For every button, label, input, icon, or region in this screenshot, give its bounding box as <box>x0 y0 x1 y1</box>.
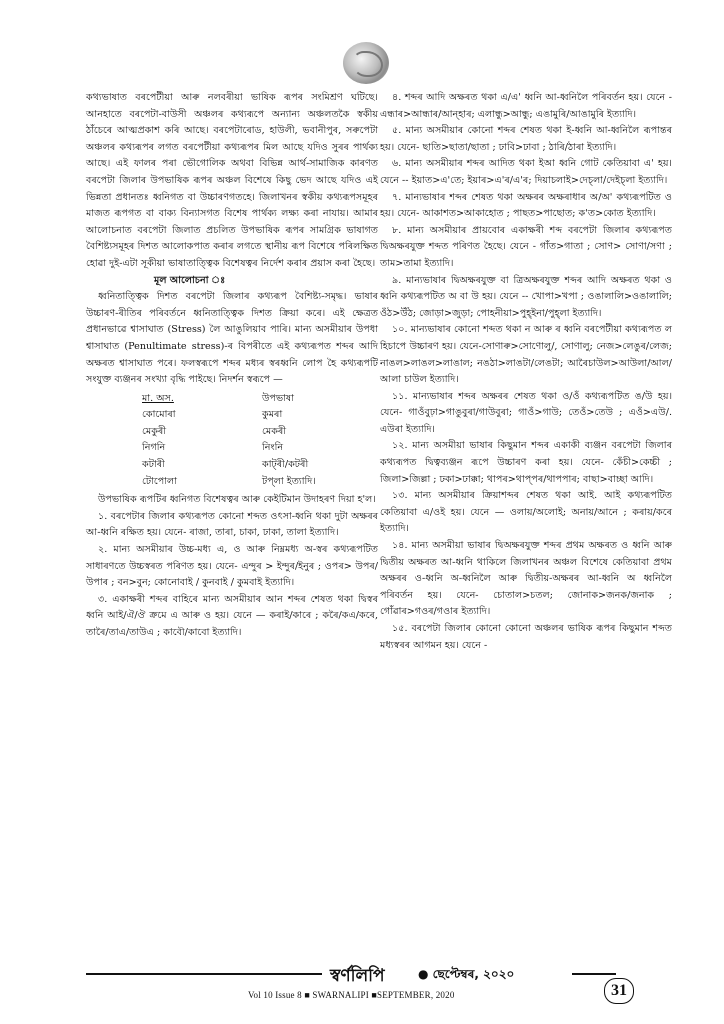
list-item: ৩. একাক্ষৰী শব্দৰ বাহিৰে মান্য অসমীয়াৰ আন শব্দৰ শেষত থকা দ্বিস্বৰ ধ্বনি আই/ঐ/ঔ ক্ৰমে এ আৰু ও হয়। যেনে — কৰাই/কাৰে ; কৰৈ/কএ/কৰে, তাৰৈ/তাএ/তাউএ ; কাবৌ/কাবো ইত্যাদি। <box>86 593 378 638</box>
table-header-row <box>86 391 336 408</box>
issue-line: Vol 10 Issue 8 ■ SWARNALIPI ■SEPTEMBER, 2020 <box>248 990 455 1000</box>
page-footer <box>86 963 674 985</box>
table-cell: কুমৰা <box>262 409 283 421</box>
table-cell: টোপোলা <box>142 475 177 487</box>
paragraph-after-table: উপভাষিক ৰূপটিৰ ধ্বনিগত বিশেষত্বৰ আৰু কেইটিমান উদাহৰণ দিয়া হ'ল। <box>98 494 376 506</box>
list-item: ১৩. মান্য অসমীয়াৰ ক্ৰিয়াশব্দৰ শেষত থকা আই. আই কথ্যৰূপটিত কেতিয়াবা এ/ওই হয়। যেনে — ওলায়/অলোই; অনায়/আনে ; কৰায়/কৰে ইত্যাদি। <box>380 490 672 535</box>
list-item: ১০. মান্যভাষাৰ কোনো শব্দত থকা ন আৰু ৰ ধ্বনি বৰপেটীয়া কথ্যৰূপত ল হিচাপে উচ্চাৰণ হয়। যেনে-সোণাৰু>সোণোলু/, সোণালু; নেজ>লেঙুৰ/লেজ; নাঙল>লাঙল>লাঙাল; নঙঠা>লাঙটা/লেঙটা; আৰৈচাউল>আউলা/আল/আলা চাউল ইত্যাদি। <box>380 324 672 386</box>
list-item: ১৪. মান্য অসমীয়া ভাষাৰ দ্বিঅক্ষৰযুক্ত শব্দৰ প্ৰথম অক্ষৰত ও ধ্বনি আৰু দ্বিতীয় অক্ষৰত আ-ধ্বনি থাকিলে জিলাখনৰ অঞ্চল বিশেষে কেতিয়াবা প্ৰথম অক্ষৰৰ ও-ধ্বনি অ-ধ্বনিলৈ আৰু দ্বিতীয়-অক্ষৰৰ আ-ধ্বনি অ ধ্বনিলৈ পৰিবৰ্তন হয়। যেনে- চোতাল>চতল; জোনাক>জনক/জনাক ; গোঁৱাৰ>গওৰ/গওাৰ ইত্যাদি। <box>380 540 672 618</box>
issue-month: ● ছেপ্টেম্বৰ, ২০২০ <box>418 967 515 981</box>
table-cell: মেকুৰী <box>142 425 167 437</box>
table-row <box>86 407 336 424</box>
list-item: ৬. মান্য অসমীয়াৰ শব্দৰ আদিত থকা ইআ ধ্বনি গোট কেতিয়াবা এ' হয়। যেনে -- ইয়াত>এ'তে; ইয়াৰ>এ'ৰ/এ'ৰ; দিয়াচলাই>দেচ্‌লা/দেইচ্‌লা ইত্যাদি। <box>380 158 672 186</box>
table-header-dialect: উপভাষা <box>262 392 294 404</box>
list-item: ৮. মান্য অসমীয়াৰ প্ৰায়বোৰ একাক্ষৰী শব্দ বৰপেটা জিলাৰ কথ্যৰূপত দ্বিঅক্ষৰযুক্ত শব্দত পৰিণত হৈছে। যেনে - গাঁত>গাতা ; সোণ> সোণা/সণা ; তাম>তামা ইত্যাদি। <box>380 224 672 269</box>
list-item: ১২. মান্য অসমীয়া ভাষাৰ কিছুমান শব্দৰ একাকী ব্যঞ্জন বৰপেটা জিলাৰ কথ্যৰূপত দ্বিত্বব্যঞ্জন ৰূপে উচ্চাৰণ কৰা হয়। যেনে- কেঁচী>কেচ্চী ; জিলা>জিল্লা ; ঢকা>ঢাক্কা; থাপৰ>থাপ্‌পৰ/থাপপাৰ; বাছা>বাচ্ছা আদি। <box>380 440 672 485</box>
right-column <box>380 90 672 654</box>
list-item: ২. মান্য অসমীয়াৰ উচ্চ-মধ্য এ, ও আৰু নিম্নমধ্য অ-স্বৰ কথ্যৰূপটিত সাধাৰণতে উচ্চস্বৰত পৰিণত হয়। যেনে- এন্দুৰ > ইন্দুৰ/ইনুৰ ; ওপৰ> উপৰ/উপাৰ ; বন>বুন; কোনোবাই / কুনবাই / কুমবাই ইত্যাদি। <box>86 544 378 589</box>
section-heading: মূল আলোচনা ঃ <box>154 274 226 286</box>
table-row <box>86 474 336 491</box>
table-cell: মেকৰী <box>262 425 287 437</box>
table-cell: নিগনি <box>142 442 166 454</box>
table-cell: কটাৰী <box>142 459 165 471</box>
footer-rule-left <box>86 973 322 975</box>
table-row <box>86 424 336 441</box>
list-item: ১৫. বৰপেটা জিলাৰ কোনো কোনো অঞ্চলৰ ভাষিক ৰূপৰ কিছুমান শব্দত মধ্যস্বৰৰ আগমন হয়। যেনে - <box>380 623 672 651</box>
footer-rule-right <box>572 973 616 975</box>
table-cell: কোমোৰা <box>142 409 176 421</box>
intro-paragraph: কথ্যভাষাত বৰপেটীয়া আৰু নলবৰীয়া ভাষিক ৰূপৰ সংমিশ্ৰণ ঘটিছে। আনহাতে বৰপেটা-বাউসী অঞ্চলৰ কথ্যৰূপে অন্যান্য অঞ্চলতকৈ স্বকীয় ঠাঁচেৰে আত্মপ্ৰকাশ কৰি আছে। বৰপেটাৰোড, হাউলী, ভবানীপুৰ, সৰুপেটা অঞ্চলৰ কথ্যৰূপৰ লগত বৰপেটীয়া কথ্যৰূপৰ মিল আছে যদিও সুৰৰ পাৰ্থক্য আছে। এই ফালৰ পৰা ভৌগোলিক অথবা বিভিন্ন আৰ্থ-সামাজিক কাৰণত বৰপেটা জিলাৰ উপভাষিক ৰূপৰ অঞ্চল বিশেষে কিছু ভেদ আছে যদিও এই ভিন্নতা প্ৰধানতঃ ধ্বনিগত বা উচ্চাৰণগতহে। জিলাখনৰ স্বকীয় কথ্যৰূপসমূহৰ মাজত ৰূপগত বা বাক্য বিন্যাসগত বিশেষ পাৰ্থক্য লক্ষ্য কৰা নাযায়। আমাৰ আলোচনাত বৰপেটা জিলাত প্ৰচলিত উপভাষিক ৰূপৰ সামগ্ৰিক ভাষাগত বৈশিষ্ট্যসমূহৰ দিশত আলোকপাত কৰাৰ লগতে স্থানীয় ৰূপ বিশেষে পৰিলক্ষিত হোৱা দুই-এটা সূকীয়া ভাষাতাত্ত্বিক বিশেষত্বৰ নিৰ্দেশ কৰাৰ প্ৰয়াস কৰা হৈছে। <box>86 92 378 269</box>
list-item: ৯. মান্যভাষাৰ দ্বিঅক্ষৰযুক্ত বা ত্ৰিঅক্ষৰযুক্ত শব্দৰ আদি অক্ষৰত থকা ও ধ্বনি কথ্যৰূপটিত অ বা উ হয়। যেনে -- খোপা>খপা ; ওঙালালি>ওঙালালি; ওঁঠ>উঁঠ; জোড়া>জুড়া; পোহনীয়া>পুহ্‌ইনা/পুহ্‌লা ইত্যাদি। <box>380 274 672 319</box>
list-item: ৪. শব্দৰ আদি অক্ষৰত থকা এ/এ' ধ্বনি আ-ধ্বনিলৈ পৰিবৰ্তন হয়। যেনে - এন্ধাৰ>আন্ধাৰ/আন্‌হাৰ; এলান্ধু>আন্ধু; এঙামুৰি/আঙামুৰি ইত্যাদি। <box>380 92 672 120</box>
list-item: ৭. মান্যভাষাৰ শব্দৰ শেষত থকা অক্ষৰৰ অক্ষৰাধাৰ অ/অ' কথ্যৰূপটিত ও হয়। যেনে- আকাশত>আকাহোত ; পাছত>পাছোত; ক'ত>কোত ইত্যাদি। <box>380 191 672 220</box>
example-table <box>86 391 336 491</box>
list-item: ৫. মান্য অসমীয়াৰ কোনো শব্দৰ শেষত থকা ই-ধ্বনি আ-ধ্বনিলৈ ৰূপান্তৰ হয়। যেনে- ছাতি>ছাতা/ছাতা ; ঢাবি>ঢাবা ; ঠাৰি/ঠাৰা ইত্যাদি। <box>380 125 672 153</box>
table-cell: কাট্‌ৰী/কটৰী <box>262 459 309 471</box>
list-item: ১. বৰপেটাৰ জিলাৰ কথ্যৰূপত কোনো শব্দত ওৎসা-ধ্বনি থকা দুটা অক্ষৰৰ আ-ধ্বনি ৰক্ষিত হয়। যেনে- ৰাজা, তাৰা, চাকা, ঢাকা, তালা ইত্যাদি। <box>86 510 378 539</box>
table-header-standard: মা. অস. <box>142 392 174 404</box>
table-cell: নিংনি <box>262 442 284 454</box>
page-number: 31 <box>604 978 634 1004</box>
main-paragraph: ধ্বনিতাত্ত্বিক দিশত বৰপেটা জিলাৰ কথ্যৰূপ বৈশিষ্ট্য-সমৃদ্ধ। ভাষাৰ উচ্চাৰণ-ৰীতিৰ পৰিবৰ্তনে ধ্বনিতাত্ত্বিক দিশত ক্ৰিয়া কৰে। এই ক্ষেত্ৰত প্ৰধানভাৱে শ্বাসাঘাত (Stress) লৈ আঙুলিয়াব পাৰি। মান্য অসমীয়াৰ উপধা শ্বাসাঘাত (Penultimate stress)-ৰ বিপৰীতে এই কথ্যৰূপত শব্দৰ আদি অক্ষৰত শ্বাসাঘাত পৰে। ফলস্বৰূপে শব্দৰ মধ্যৰ স্বৰধ্বনি লোপ হৈ কথ্যৰূপটি সংযুক্ত ব্যঞ্জনৰ সংখ্যা বৃদ্ধি পাইছে। নিদৰ্শন স্বৰূপে — <box>86 291 378 386</box>
table-row <box>86 440 336 457</box>
table-cell: টপ্‌লা ইত্যাদি। <box>262 475 316 487</box>
masthead-emblem-icon <box>343 42 389 84</box>
list-item: ১১. মান্যভাষাৰ শব্দৰ অক্ষৰৰ শেষত থকা ও/ওঁ কথ্যৰূপটিত ঙ/উ হয়। যেনে- গাওঁবুঢ়া>গাঙুবুৰা/গাউবুৰা; গাওঁ>গাউ; তেওঁ>তেউ ; এওঁ>এউ/. এউৰা ইত্যাদি। <box>380 390 672 435</box>
table-row <box>86 457 336 474</box>
left-column <box>86 90 378 642</box>
magazine-brand: স্বৰ্ণলিপি <box>330 966 385 986</box>
